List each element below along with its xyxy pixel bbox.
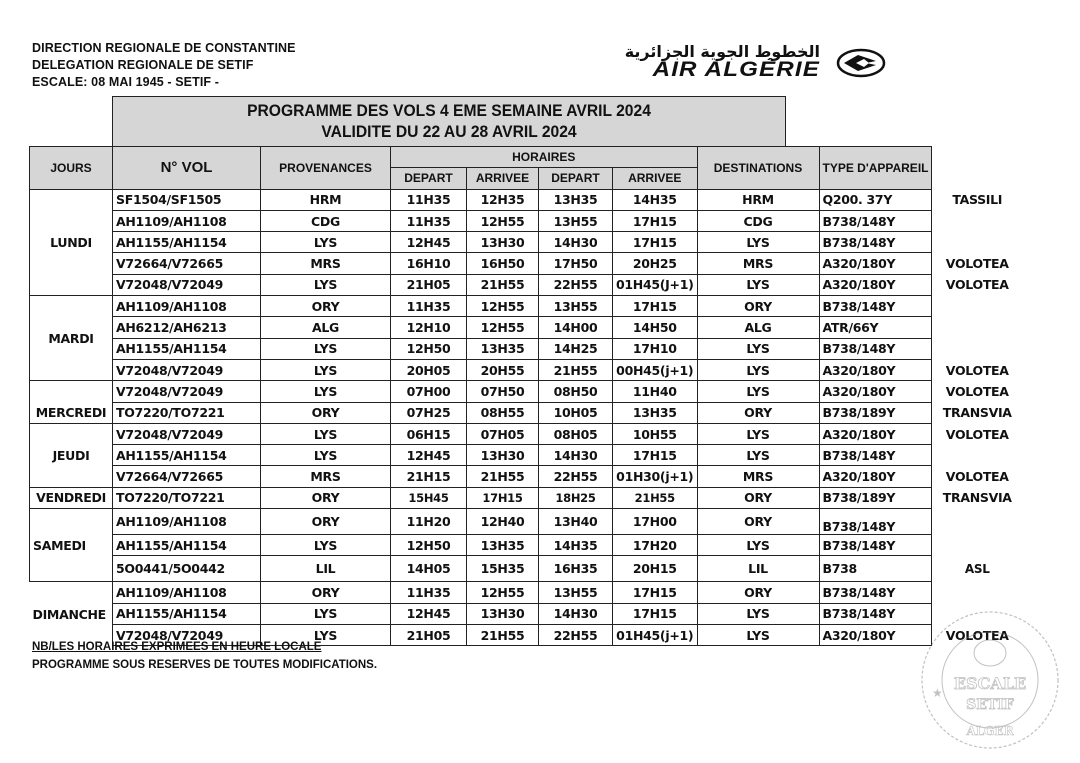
aircraft-type: B738/189Y: [819, 402, 932, 423]
aircraft-type: B738/189Y: [819, 487, 932, 508]
arrival-time-2: 17H15: [613, 232, 698, 253]
arrival-time-1: 12H55: [467, 296, 539, 317]
logo-latin-text: AIR ALGÉRIE: [652, 58, 820, 81]
arrival-time-2: 00H45(j+1): [613, 359, 698, 380]
carrier: VOLOTEA: [945, 362, 1009, 378]
arrival-time-1: 07H50: [467, 381, 539, 402]
departure-time-1: 07H00: [391, 381, 467, 402]
arrival-time-2: 17H15: [613, 296, 698, 317]
flight-number: SF1504/SF1505: [113, 189, 261, 210]
departure-time-1: 12H50: [391, 338, 467, 359]
col-header-arrivee-1: ARRIVEE: [467, 168, 539, 189]
carrier: VOLOTEA: [945, 426, 1009, 442]
flight-number: V72048/V72049: [113, 359, 261, 380]
flight-number: TO7220/TO7221: [113, 402, 261, 423]
departure-time-2: 14H00: [539, 317, 613, 338]
flight-number: V72664/V72665: [113, 253, 261, 274]
aircraft-type: ATR/66Y: [819, 317, 932, 338]
arrival-time-1: 21H55: [467, 624, 539, 645]
departure-time-2: 13H55: [539, 210, 613, 231]
aircraft-type: A320/180Y: [819, 624, 932, 645]
day-cell-mercredi: MERCREDI: [30, 381, 113, 424]
departure-time-2: 14H30: [539, 232, 613, 253]
arrival-time-1: 17H15: [467, 487, 539, 508]
carrier: VOLOTEA: [945, 383, 1009, 399]
arrival-time-1: 20H55: [467, 359, 539, 380]
table-row: [30, 274, 1022, 295]
flight-number: AH1155/AH1154: [113, 445, 261, 466]
departure-time-1: 11H35: [391, 582, 467, 603]
aircraft-type: A320/180Y: [819, 466, 932, 487]
flight-number: TO7220/TO7221: [113, 487, 261, 508]
aircraft-type: B738/148Y: [819, 210, 932, 231]
destination: MRS: [697, 253, 819, 274]
table-row: [30, 210, 1022, 231]
departure-time-1: 07H25: [391, 402, 467, 423]
footer-notes: [32, 640, 377, 676]
flight-number: AH1155/AH1154: [113, 603, 261, 624]
destination: ORY: [697, 402, 819, 423]
departure-time-1: 21H05: [391, 624, 467, 645]
arrival-time-2: 11H40: [613, 381, 698, 402]
carrier: TASSILI: [952, 192, 1003, 208]
table-row: [30, 359, 1022, 380]
arrival-time-2: 01H30(j+1): [613, 466, 698, 487]
destination: LYS: [697, 603, 819, 624]
table-row: [30, 423, 1022, 444]
air-algerie-logo: [598, 42, 888, 82]
arrival-time-1: 12H55: [467, 317, 539, 338]
destination: CDG: [697, 210, 819, 231]
header-line-direction: DIRECTION REGIONALE DE CONSTANTINE: [32, 41, 296, 55]
arrival-time-1: 16H50: [467, 253, 539, 274]
departure-time-1: 12H10: [391, 317, 467, 338]
carrier: [932, 582, 1022, 603]
table-row: [30, 445, 1022, 466]
col-header-arrivee-2: ARRIVEE: [613, 168, 698, 189]
destination: ALG: [697, 317, 819, 338]
carrier-column-spacer: [932, 147, 1022, 190]
col-header-provenances: PROVENANCES: [261, 147, 391, 190]
day-cell-lundi: LUNDI: [30, 189, 113, 295]
header-line-delegation: DELEGATION REGIONALE DE SETIF: [32, 58, 254, 72]
arrival-time-2: 17H00: [613, 509, 698, 535]
table-row: [30, 603, 1022, 624]
arrival-time-2: 01H45(J+1): [613, 274, 698, 295]
aircraft-type: A320/180Y: [819, 359, 932, 380]
departure-time-1: 11H35: [391, 189, 467, 210]
col-header-type: TYPE D'APPAREIL: [819, 147, 932, 190]
svg-text:SETIF: SETIF: [966, 697, 1014, 713]
carrier: VOLOTEA: [945, 469, 1009, 485]
table-header-row: [30, 147, 1022, 168]
arrival-time-1: 13H35: [467, 338, 539, 359]
escale-setif-stamp-icon: [910, 605, 1070, 755]
origin: LYS: [261, 274, 391, 295]
flight-number: V72048/V72049: [113, 423, 261, 444]
arrival-time-2: 17H15: [613, 603, 698, 624]
departure-time-1: 16H10: [391, 253, 467, 274]
carrier: [932, 296, 1022, 317]
aircraft-type: B738/148Y: [819, 603, 932, 624]
departure-time-2: 13H35: [539, 189, 613, 210]
day-cell-samedi: SAMEDI: [30, 509, 113, 582]
destination: LYS: [697, 232, 819, 253]
arrival-time-2: 01H45(j+1): [613, 624, 698, 645]
destination: ORY: [697, 296, 819, 317]
col-header-depart-1: DEPART: [391, 168, 467, 189]
departure-time-2: 18H25: [539, 487, 613, 508]
table-row: [30, 466, 1022, 487]
destination: LIL: [697, 556, 819, 582]
carrier: [932, 535, 1022, 556]
destination: MRS: [697, 466, 819, 487]
origin: ORY: [261, 487, 391, 508]
destination: LYS: [697, 338, 819, 359]
origin: HRM: [261, 189, 391, 210]
departure-time-2: 13H55: [539, 582, 613, 603]
arrival-time-1: 12H55: [467, 582, 539, 603]
day-cell-jeudi: JEUDI: [30, 423, 113, 487]
logo-arabic-text: الخطوط الجوية الجزائرية: [624, 42, 820, 61]
departure-time-1: 11H20: [391, 509, 467, 535]
flight-number: AH1155/AH1154: [113, 232, 261, 253]
departure-time-1: 12H45: [391, 603, 467, 624]
arrival-time-1: 13H30: [467, 445, 539, 466]
flight-number: V72664/V72665: [113, 466, 261, 487]
origin: LYS: [261, 381, 391, 402]
arrival-time-2: 17H10: [613, 338, 698, 359]
origin: ORY: [261, 402, 391, 423]
flight-number: 5O0441/5O0442: [113, 556, 261, 582]
carrier: ASL: [964, 561, 990, 576]
arrival-time-2: 10H55: [613, 423, 698, 444]
flight-number: AH1109/AH1108: [113, 582, 261, 603]
footer-disclaimer: PROGRAMME SOUS RESERVES DE TOUTES MODIFICATIONS.: [32, 659, 378, 671]
origin: MRS: [261, 253, 391, 274]
departure-time-2: 10H05: [539, 402, 613, 423]
origin: MRS: [261, 466, 391, 487]
table-row: [30, 582, 1022, 603]
col-header-jours: JOURS: [30, 147, 113, 190]
destination: LYS: [697, 535, 819, 556]
flight-number: V72048/V72049: [113, 381, 261, 402]
aircraft-type: B738/148Y: [819, 582, 932, 603]
arrival-time-1: 07H05: [467, 423, 539, 444]
header-line-escale: ESCALE: 08 MAI 1945 - SETIF -: [32, 75, 219, 89]
departure-time-1: 14H05: [391, 556, 467, 582]
arrival-time-1: 13H35: [467, 535, 539, 556]
day-cell-vendredi: VENDREDI: [30, 487, 113, 508]
flight-number: V72048/V72049: [113, 624, 261, 645]
arrival-time-1: 21H55: [467, 274, 539, 295]
footer-note-local-time: NB/LES HORAIRES EXPRIMEES EN HEURE LOCALE: [32, 641, 322, 653]
aircraft-type: B738: [819, 556, 932, 582]
destination: ORY: [697, 487, 819, 508]
flight-number: AH1155/AH1154: [113, 338, 261, 359]
destination: ORY: [697, 509, 819, 535]
departure-time-2: 16H35: [539, 556, 613, 582]
departure-time-2: 17H50: [539, 253, 613, 274]
arrival-time-2: 14H50: [613, 317, 698, 338]
day-cell-dimanche: DIMANCHE: [30, 582, 113, 646]
arrival-time-1: 12H55: [467, 210, 539, 231]
aircraft-type: B738/148Y: [819, 296, 932, 317]
departure-time-1: 11H35: [391, 210, 467, 231]
departure-time-1: 11H35: [391, 296, 467, 317]
origin: LYS: [261, 535, 391, 556]
departure-time-2: 21H55: [539, 359, 613, 380]
col-header-vol: N° VOL: [113, 147, 261, 190]
carrier: VOLOTEA: [945, 627, 1009, 643]
departure-time-1: 20H05: [391, 359, 467, 380]
table-row: [30, 338, 1022, 359]
col-header-destinations: DESTINATIONS: [697, 147, 819, 190]
aircraft-type: A320/180Y: [819, 381, 932, 402]
aircraft-type: A320/180Y: [819, 253, 932, 274]
carrier: [932, 317, 1022, 338]
arrival-time-1: 15H35: [467, 556, 539, 582]
svg-text:ALGER: ALGER: [966, 724, 1014, 738]
destination: LYS: [697, 624, 819, 645]
departure-time-2: 08H05: [539, 423, 613, 444]
departure-time-2: 08H50: [539, 381, 613, 402]
departure-time-2: 22H55: [539, 274, 613, 295]
destination: LYS: [697, 274, 819, 295]
departure-time-1: 12H50: [391, 535, 467, 556]
departure-time-1: 06H15: [391, 423, 467, 444]
origin: LYS: [261, 359, 391, 380]
destination: ORY: [697, 582, 819, 603]
departure-time-2: 22H55: [539, 624, 613, 645]
table-row: [30, 487, 1022, 508]
arrival-time-1: 13H30: [467, 232, 539, 253]
table-row: [30, 535, 1022, 556]
arrival-time-1: 21H55: [467, 466, 539, 487]
origin: CDG: [261, 210, 391, 231]
carrier: VOLOTEA: [945, 277, 1009, 293]
origin: LYS: [261, 603, 391, 624]
arrival-time-1: 12H35: [467, 189, 539, 210]
header-block: [32, 40, 296, 91]
flight-number: AH1109/AH1108: [113, 296, 261, 317]
carrier: [932, 338, 1022, 359]
departure-time-2: 13H55: [539, 296, 613, 317]
arrival-time-1: 08H55: [467, 402, 539, 423]
flight-number: AH6212/AH6213: [113, 317, 261, 338]
destination: LYS: [697, 423, 819, 444]
destination: HRM: [697, 189, 819, 210]
carrier: [932, 445, 1022, 466]
table-row: [30, 402, 1022, 423]
swallow-emblem-icon: [836, 48, 886, 78]
carrier: TRANSVIA: [942, 490, 1012, 506]
arrival-time-2: 20H25: [613, 253, 698, 274]
origin: LYS: [261, 624, 391, 645]
aircraft-type: B738/148Y: [819, 445, 932, 466]
table-row: [30, 189, 1022, 210]
arrival-time-1: 12H40: [467, 509, 539, 535]
departure-time-2: 14H35: [539, 535, 613, 556]
origin: ORY: [261, 509, 391, 535]
arrival-time-2: 13H35: [613, 402, 698, 423]
arrival-time-1: 13H30: [467, 603, 539, 624]
arrival-time-2: 14H35: [613, 189, 698, 210]
col-header-depart-2: DEPART: [539, 168, 613, 189]
origin: LYS: [261, 445, 391, 466]
origin: ORY: [261, 582, 391, 603]
table-row: [30, 317, 1022, 338]
departure-time-2: 14H25: [539, 338, 613, 359]
arrival-time-2: 17H15: [613, 210, 698, 231]
carrier: TRANSVIA: [942, 405, 1012, 421]
origin: ALG: [261, 317, 391, 338]
aircraft-type: Q200. 37Y: [819, 189, 932, 210]
svg-text:ESCALE: ESCALE: [953, 674, 1027, 693]
table-row: [30, 296, 1022, 317]
arrival-time-2: 17H15: [613, 445, 698, 466]
svg-text:★: ★: [932, 686, 943, 700]
aircraft-type: B738/148Y: [819, 535, 932, 556]
departure-time-2: 13H40: [539, 509, 613, 535]
flight-schedule-table: [29, 146, 1022, 646]
destination: LYS: [697, 359, 819, 380]
carrier: VOLOTEA: [945, 256, 1009, 272]
arrival-time-2: 21H55: [613, 487, 698, 508]
flight-number: V72048/V72049: [113, 274, 261, 295]
carrier: [932, 232, 1022, 253]
aircraft-type: B738/148Y: [819, 232, 932, 253]
origin: LIL: [261, 556, 391, 582]
departure-time-2: 22H55: [539, 466, 613, 487]
title-line-validity: VALIDITE DU 22 AU 28 AVRIL 2024: [321, 122, 577, 141]
table-row: [30, 232, 1022, 253]
origin: LYS: [261, 423, 391, 444]
departure-time-1: 21H05: [391, 274, 467, 295]
origin: LYS: [261, 338, 391, 359]
title-line-program: PROGRAMME DES VOLS 4 EME SEMAINE AVRIL 2024: [247, 101, 651, 120]
origin: ORY: [261, 296, 391, 317]
origin: LYS: [261, 232, 391, 253]
day-cell-mardi: MARDI: [30, 296, 113, 381]
flight-number: AH1109/AH1108: [113, 509, 261, 535]
destination: LYS: [697, 381, 819, 402]
carrier: [932, 509, 1022, 535]
departure-time-2: 14H30: [539, 603, 613, 624]
table-row: [30, 381, 1022, 402]
carrier: [932, 210, 1022, 231]
aircraft-type: A320/180Y: [819, 423, 932, 444]
col-header-horaires: HORAIRES: [391, 147, 698, 168]
page-title: [112, 96, 786, 146]
departure-time-1: 15H45: [391, 487, 467, 508]
table-row: [30, 253, 1022, 274]
arrival-time-2: 17H20: [613, 535, 698, 556]
departure-time-1: 12H45: [391, 232, 467, 253]
departure-time-1: 12H45: [391, 445, 467, 466]
departure-time-1: 21H15: [391, 466, 467, 487]
table-row: [30, 556, 1022, 582]
departure-time-2: 14H30: [539, 445, 613, 466]
aircraft-type: B738/148Y: [819, 509, 932, 535]
table-row: [30, 509, 1022, 535]
aircraft-type: B738/148Y: [819, 338, 932, 359]
flight-number: AH1109/AH1108: [113, 210, 261, 231]
arrival-time-2: 17H15: [613, 582, 698, 603]
flight-number: AH1155/AH1154: [113, 535, 261, 556]
arrival-time-2: 20H15: [613, 556, 698, 582]
aircraft-type: A320/180Y: [819, 274, 932, 295]
destination: LYS: [697, 445, 819, 466]
